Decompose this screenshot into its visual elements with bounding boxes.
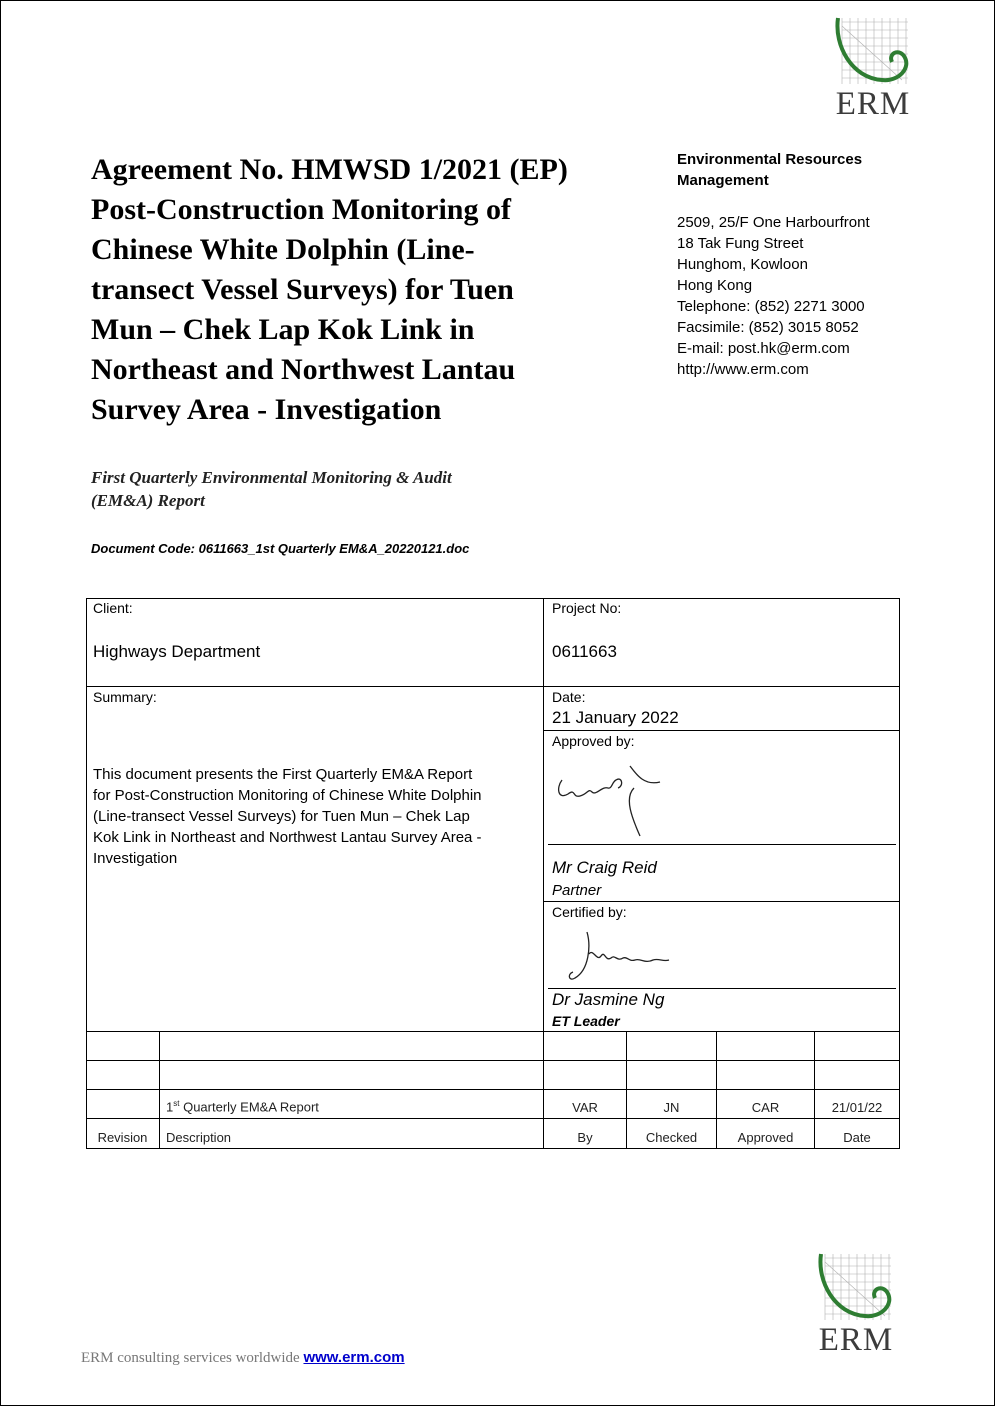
certifier-signature-icon (565, 926, 675, 986)
revision-approved: CAR (751, 1100, 780, 1115)
title-line: Post-Construction Monitoring of (91, 193, 511, 226)
address-line: Hong Kong (677, 277, 753, 294)
client-label: Client: (93, 600, 133, 616)
title-line: transect Vessel Surveys) for Tuen (91, 273, 514, 306)
approver-signature-icon (552, 758, 672, 842)
revision-by: VAR (572, 1100, 598, 1115)
company-address-block (677, 149, 870, 380)
footer (81, 1349, 405, 1367)
company-name-line: Management (677, 172, 769, 189)
summary-label: Summary: (93, 689, 157, 705)
header-checked: Checked (645, 1130, 698, 1145)
summary-line: This document presents the First Quarterly EM&A Report (93, 766, 473, 783)
title-line: Mun – Chek Lap Kok Link in (91, 313, 475, 346)
footer-website-link[interactable]: www.erm.com (303, 1349, 405, 1366)
header-description: Description (166, 1130, 232, 1145)
summary-text (93, 764, 533, 869)
address-lines (677, 212, 870, 380)
approver-name: Mr Craig Reid (552, 858, 657, 877)
certifier-name: Dr Jasmine Ng (552, 990, 665, 1009)
address-line: Hunghom, Kowloon (677, 256, 808, 273)
summary-line: (Line-transect Vessel Surveys) for Tuen Mun – Chek Lap (93, 808, 470, 825)
title-line: Chinese White Dolphin (Line- (91, 233, 475, 266)
document-title (91, 150, 631, 430)
subtitle-line: First Quarterly Environmental Monitoring & Audit (91, 468, 452, 487)
summary-line: Investigation (93, 850, 178, 867)
date-value: 21 January 2022 (552, 708, 679, 727)
header-revision: Revision (97, 1130, 148, 1145)
certified-by-label: Certified by: (552, 904, 627, 920)
erm-logo-text: ERM (818, 1322, 894, 1358)
footer-text: ERM consulting services worldwide (81, 1350, 304, 1366)
header-date: Date (843, 1130, 871, 1145)
erm-logo-icon (815, 1252, 893, 1322)
approved-by-label: Approved by: (552, 733, 635, 749)
summary-line: Kok Link in Northeast and Northwest Lantau Survey Area - (93, 829, 482, 846)
summary-line: for Post-Construction Monitoring of Chinese White Dolphin (93, 787, 482, 804)
title-line: Northeast and Northwest Lantau (91, 353, 516, 386)
title-line: Survey Area - Investigation (91, 393, 442, 426)
client-value: Highways Department (93, 642, 261, 661)
facsimile: Facsimile: (852) 3015 8052 (677, 319, 859, 336)
address-line: 2509, 25/F One Harbourfront (677, 214, 870, 231)
approver-role: Partner (552, 882, 602, 899)
header-by: By (577, 1130, 593, 1145)
revision-date: 21/01/22 (831, 1100, 883, 1115)
email: E-mail: post.hk@erm.com (677, 340, 850, 357)
company-name (677, 149, 870, 191)
erm-logo-text: ERM (835, 86, 911, 122)
revision-checked: JN (663, 1100, 680, 1115)
telephone: Telephone: (852) 2271 3000 (677, 298, 865, 315)
document-code: Document Code: 0611663_1st Quarterly EM&A_20220121.doc (91, 541, 470, 556)
header-approved: Approved (737, 1130, 794, 1145)
project-no-label: Project No: (552, 600, 622, 616)
date-label: Date: (552, 689, 586, 705)
website: http://www.erm.com (677, 361, 809, 378)
erm-logo-bottom (815, 1252, 897, 1357)
address-line: 18 Tak Fung Street (677, 235, 804, 252)
report-subtitle (91, 466, 551, 512)
erm-logo-icon (832, 16, 910, 86)
revision-description: 1st Quarterly EM&A Report (166, 1099, 319, 1115)
certifier-role: ET Leader (552, 1013, 620, 1029)
subtitle-line: (EM&A) Report (91, 491, 205, 510)
erm-logo-top (832, 16, 914, 121)
project-no-value: 0611663 (552, 642, 617, 661)
title-line: Agreement No. HMWSD 1/2021 (EP) (91, 153, 568, 186)
company-name-line: Environmental Resources (677, 151, 863, 168)
